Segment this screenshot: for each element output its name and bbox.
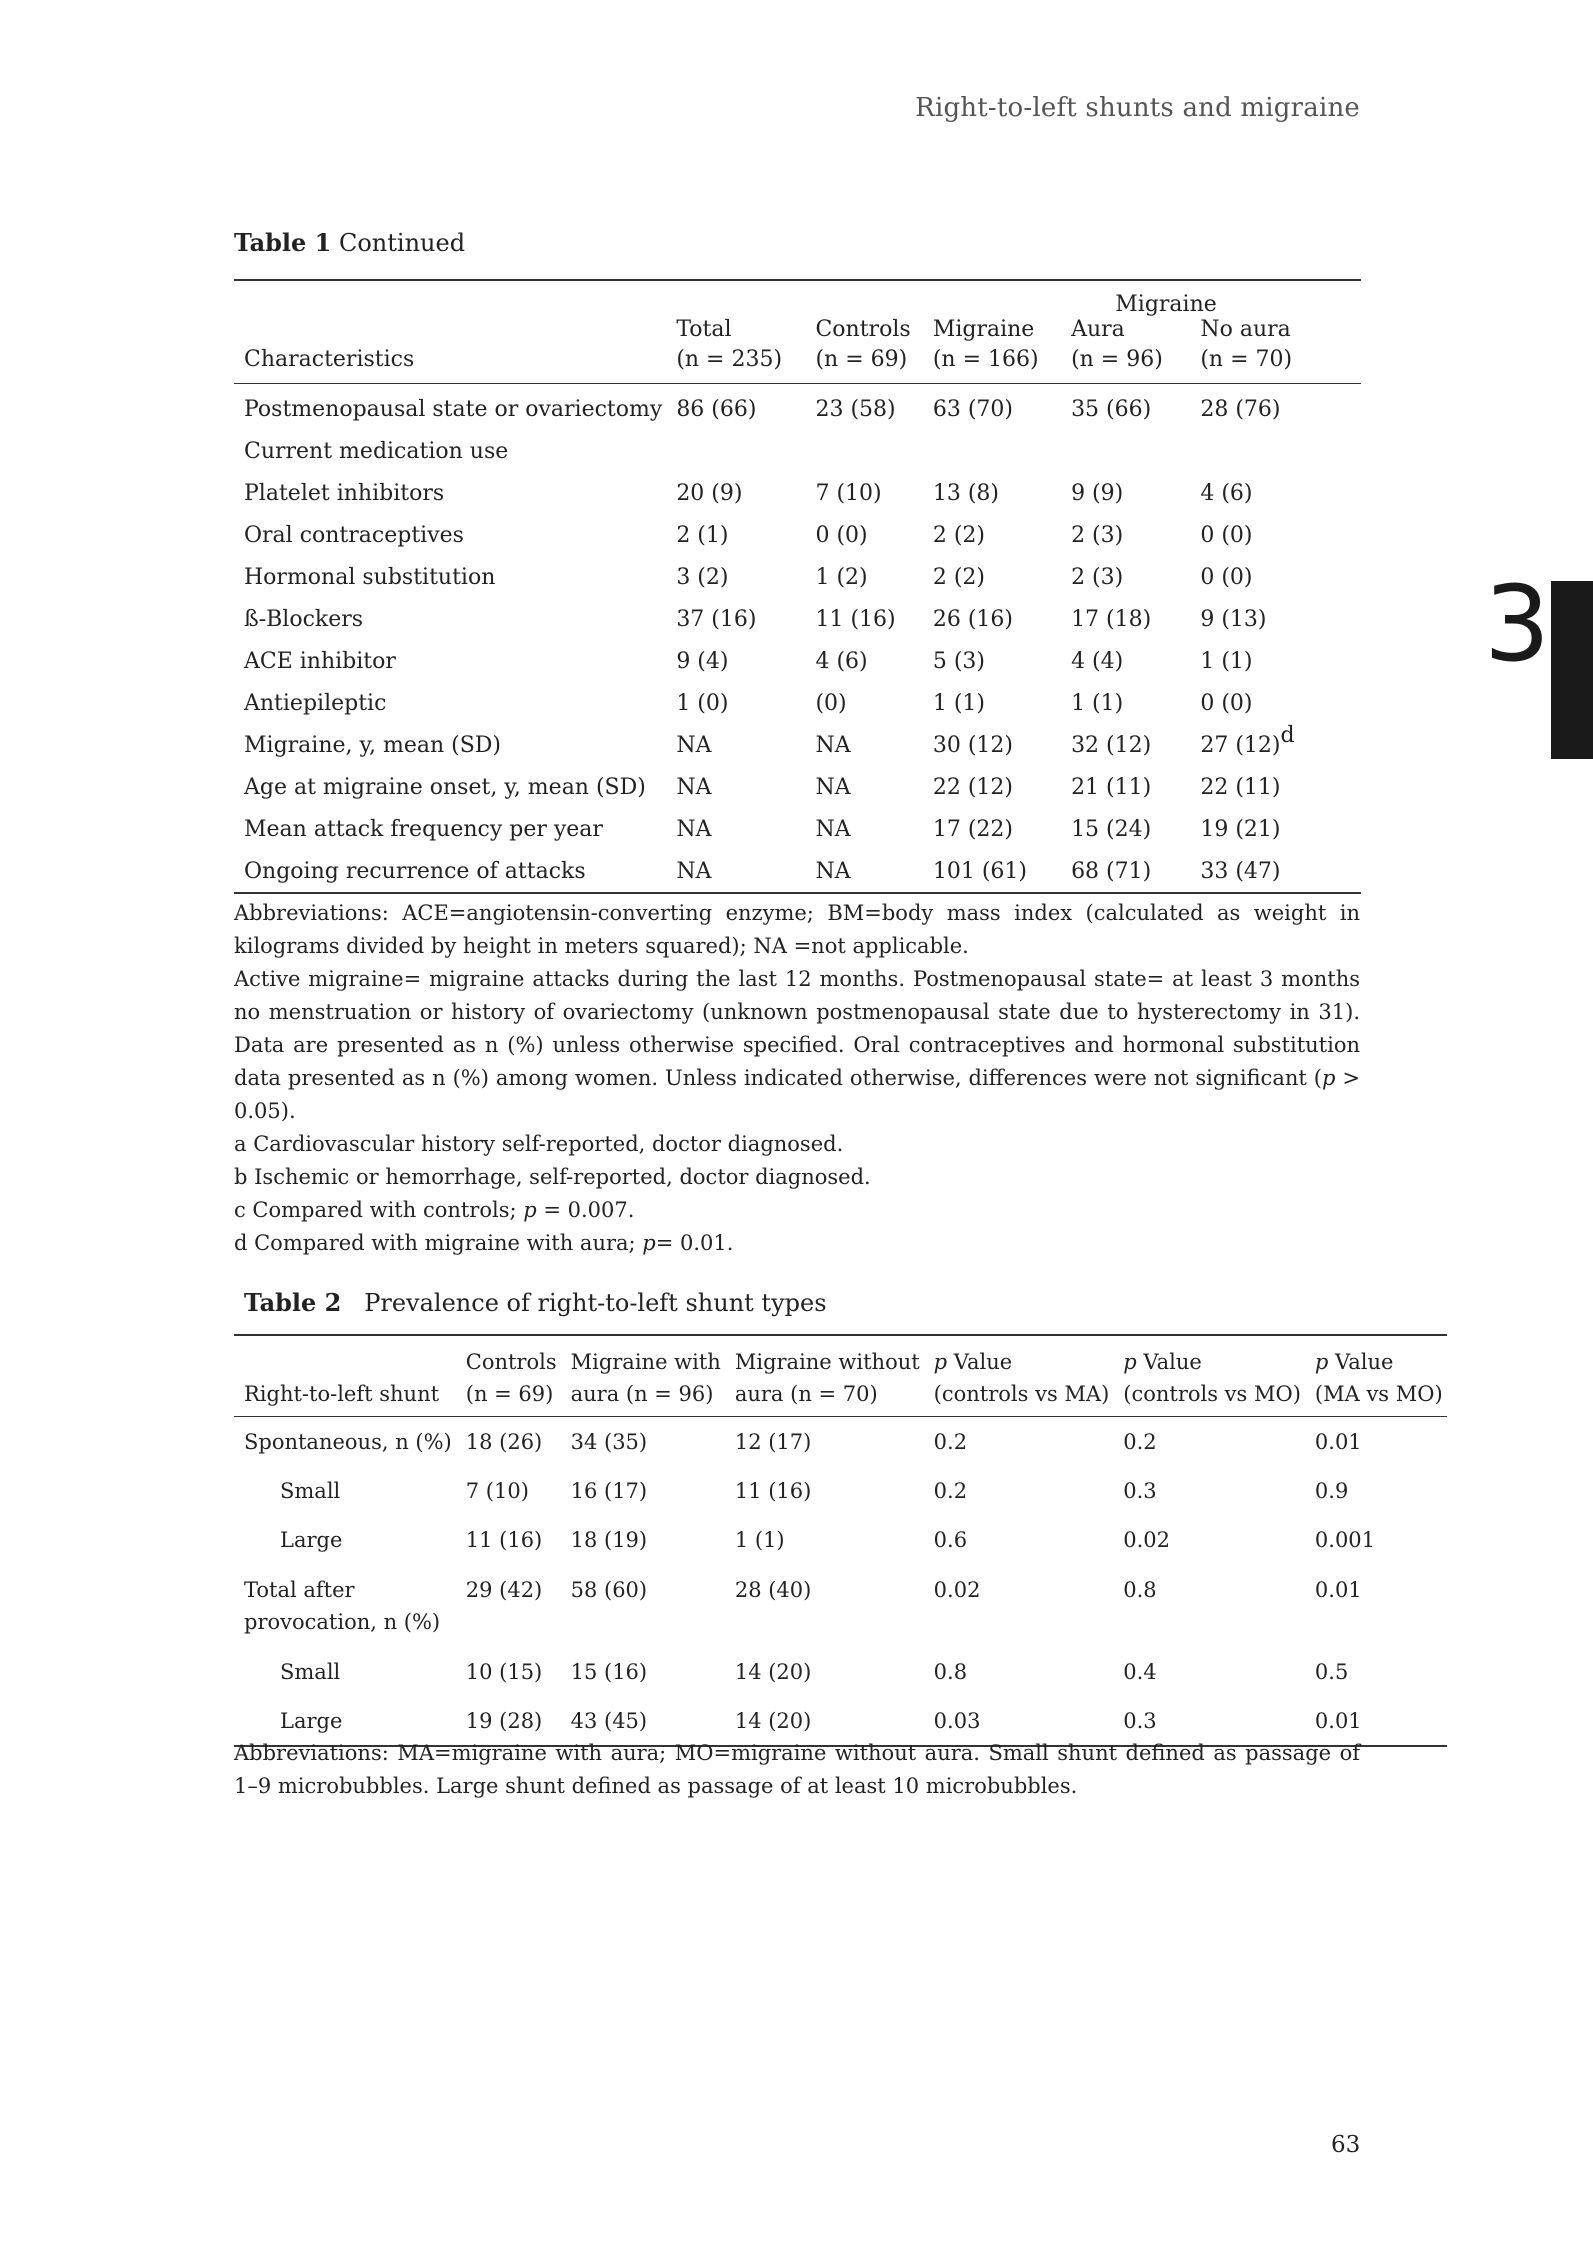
table1-row-label: ß-Blockers <box>244 606 364 632</box>
table1-cell: 2 (3) <box>1071 522 1124 548</box>
table2-cell: 14 (20) <box>734 1659 812 1684</box>
table2-cell: 11 (16) <box>734 1478 812 1503</box>
table1-cell: 2 (3) <box>1071 564 1124 590</box>
table2-cell: 0.01 <box>1314 1708 1362 1733</box>
table1-cell <box>1190 430 1361 472</box>
table1-cell: NA <box>676 816 712 842</box>
table1-cell <box>805 430 922 472</box>
table2-row-label: Large <box>280 1708 343 1733</box>
table2-cell: 0.2 <box>1123 1429 1157 1454</box>
table1-note-b: b Ischemic or hemorrhage, self-reported, doctor diagnosed. <box>234 1165 871 1189</box>
table2-cell: 14 (20) <box>734 1708 812 1733</box>
table1-col-header: Characteristics <box>234 347 666 384</box>
table1-row <box>234 556 1361 598</box>
table2-cell: 0.02 <box>1123 1527 1171 1552</box>
table1-row <box>234 430 1361 472</box>
table1-note-d: d Compared with migraine with aura; p= 0.01. <box>234 1231 734 1255</box>
table1-cell: 1 (1) <box>1200 648 1253 674</box>
table1-cell: NA <box>815 732 851 758</box>
table2-label: Table 2 <box>244 1288 342 1317</box>
table2-row-label: Spontaneous, n (%) <box>244 1429 452 1454</box>
table2-cell: 58 (60) <box>570 1578 648 1602</box>
table1-cell: 0 (0) <box>1200 690 1253 716</box>
table2 <box>234 1334 1447 1747</box>
table1-cell: 22 (11) <box>1200 774 1281 800</box>
table2-row <box>234 1417 1447 1467</box>
table1-row <box>234 808 1361 850</box>
table1-note-a: a Cardiovascular history self-reported, doctor diagnosed. <box>234 1132 844 1156</box>
running-head: Right-to-left shunts and migraine <box>915 93 1360 123</box>
table1-cell: 0 (0) <box>1200 564 1253 590</box>
table1-col-header: (n = 96) <box>1061 347 1190 384</box>
table2-cell: 0.4 <box>1123 1659 1157 1684</box>
table2-cell: 0.8 <box>933 1659 968 1684</box>
table2-row <box>234 1564 1447 1647</box>
table2-row <box>234 1647 1447 1696</box>
table1-cell: 20 (9) <box>676 480 743 506</box>
table1-cell: 63 (70) <box>932 396 1013 422</box>
table1-col-header: (n = 70) <box>1190 347 1361 384</box>
table1-cell: NA <box>676 858 712 884</box>
table1-cell: 21 (11) <box>1071 774 1152 800</box>
table2-caption-text: Prevalence of right-to-left shunt types <box>364 1289 827 1317</box>
table2-cell: 7 (10) <box>465 1478 529 1503</box>
table2-cell: 0.01 <box>1314 1578 1362 1602</box>
table1-cell: 7 (10) <box>815 480 882 506</box>
table1-cell: 9 (4) <box>676 648 729 674</box>
table1-cell <box>666 430 805 472</box>
table2-col-header: p Value (controls vs MO) <box>1113 1335 1305 1417</box>
table1-cell: 11 (16) <box>815 606 896 632</box>
table2-cell: 0.01 <box>1314 1429 1362 1454</box>
table1-row-label: Mean attack frequency per year <box>244 816 603 842</box>
table1-cell <box>923 430 1061 472</box>
table1-cell: 19 (21) <box>1200 816 1281 842</box>
table2-col-header: p Value (MA vs MO) <box>1305 1335 1447 1417</box>
table2-cell: 10 (15) <box>465 1659 543 1684</box>
table2-cell: 0.5 <box>1314 1659 1349 1684</box>
table2-col-header: Migraine without aura (n = 70) <box>725 1335 924 1417</box>
table2-cell: 29 (42) <box>465 1578 543 1602</box>
table2-cell: 28 (40) <box>734 1578 812 1602</box>
table1-col-header: No aura <box>1200 317 1291 342</box>
table2-cell: 0.03 <box>933 1708 981 1733</box>
table1-col-header: (n = 69) <box>805 347 922 384</box>
table2-cell: 0.2 <box>933 1478 968 1503</box>
table2-col-header: Controls (n = 69) <box>456 1335 561 1417</box>
table1-cell: 5 (3) <box>932 648 985 674</box>
table1-cell: 1 (0) <box>676 690 729 716</box>
table1 <box>234 279 1361 894</box>
table1-cell: 0 (0) <box>1200 522 1253 548</box>
table2-cell: 34 (35) <box>570 1429 648 1454</box>
table1-cell: 30 (12) <box>932 732 1013 758</box>
table1-cell: 101 (61) <box>932 858 1027 884</box>
table1-cell: 32 (12) <box>1071 732 1152 758</box>
footnote-marker: d <box>1280 722 1295 748</box>
table1-caption-text: Continued <box>338 229 466 257</box>
table2-caption <box>244 1288 827 1317</box>
table2-cell: 15 (16) <box>570 1659 648 1684</box>
table1-cell: (0) <box>815 690 847 716</box>
table2-cell: 43 (45) <box>570 1708 648 1733</box>
table1-notes <box>234 897 1360 1260</box>
table1-cell: NA <box>815 774 851 800</box>
page-number: 63 <box>1331 2132 1361 2158</box>
table1-row <box>234 598 1361 640</box>
table1-row-label: Ongoing recurrence of attacks <box>244 858 586 884</box>
table2-row-label: Small <box>280 1659 341 1684</box>
table1-note-c: c Compared with controls; p = 0.007. <box>234 1198 635 1222</box>
table2-row <box>234 1515 1447 1564</box>
table1-col-header: (n = 166) <box>923 347 1061 384</box>
table1-col-header: Controls <box>815 317 911 342</box>
table1-note-active: Active migraine= migraine attacks during the last 12 months. Postmenopausal state= at least 3 months no menstruation or history of ovariectomy (unknown postmenopausal state due to hysterectomy in 31). Data are presented as n (%) unless otherwise specified. Oral contraceptives and hormonal substitution data presented as n (%) among women. Unless indicated otherwise, differences were not significant (p > 0.05). <box>234 967 1360 1123</box>
table2-cell: 19 (28) <box>465 1708 543 1733</box>
table1-cell: 9 (9) <box>1071 480 1124 506</box>
table2-row <box>234 1466 1447 1515</box>
table2-col-header: Migraine with aura (n = 96) <box>561 1335 725 1417</box>
table1-cell: 1 (2) <box>815 564 868 590</box>
table1-row-label: Antiepileptic <box>244 690 387 716</box>
table1-row-label: Oral contraceptives <box>244 522 464 548</box>
table1-row <box>234 384 1361 431</box>
table1-cell: 4 (6) <box>815 648 868 674</box>
table2-cell: 0.3 <box>1123 1708 1157 1733</box>
table2-cell: 18 (26) <box>465 1429 543 1454</box>
table1-cell: 17 (18) <box>1071 606 1152 632</box>
chapter-tab <box>1551 581 1593 759</box>
table1-group-header: Migraine <box>1115 292 1217 317</box>
table2-cell: 0.2 <box>933 1429 968 1454</box>
table1-cell: 2 (2) <box>932 564 985 590</box>
table1-cell: 37 (16) <box>676 606 757 632</box>
table1-cell: 3 (2) <box>676 564 729 590</box>
table2-cell: 0.6 <box>933 1527 968 1552</box>
table1-row <box>234 682 1361 724</box>
table2-row-label: Total after provocation, n (%) <box>244 1578 441 1634</box>
table1-cell: 33 (47) <box>1200 858 1281 884</box>
table1-cell: 28 (76) <box>1200 396 1281 422</box>
table1-cell: 26 (16) <box>932 606 1013 632</box>
table1-row-label: Migraine, y, mean (SD) <box>244 732 502 758</box>
table2-cell: 11 (16) <box>465 1527 543 1552</box>
table1-row <box>234 724 1361 766</box>
table1-row <box>234 514 1361 556</box>
chapter-number: 3 <box>1484 563 1551 685</box>
table1-note-abbrev: Abbreviations: ACE=angiotensin-converting enzyme; BM=body mass index (calculated as weight in kilograms divided by height in meters squared); NA =not applicable. <box>234 901 1360 958</box>
table1-cell: NA <box>676 732 712 758</box>
table2-cell: 0.8 <box>1123 1578 1157 1602</box>
table1-col-header: Migraine <box>932 317 1035 342</box>
table1-cell: 2 (2) <box>932 522 985 548</box>
table1-cell: 35 (66) <box>1071 396 1152 422</box>
table1-cell: NA <box>815 816 851 842</box>
table1-cell: 0 (0) <box>815 522 868 548</box>
table1-cell: 68 (71) <box>1071 858 1152 884</box>
table1-cell: 22 (12) <box>932 774 1013 800</box>
table2-notes <box>234 1737 1360 1803</box>
table1-row <box>234 766 1361 808</box>
table1-cell: 23 (58) <box>815 396 896 422</box>
table2-col-header: Right-to-left shunt <box>234 1335 456 1417</box>
table1-cell: 13 (8) <box>932 480 999 506</box>
table2-cell: 0.9 <box>1314 1478 1349 1503</box>
table1-row-label: Platelet inhibitors <box>244 480 445 506</box>
table1-cell: 86 (66) <box>676 396 757 422</box>
table1-col-header <box>234 317 666 347</box>
table1-cell: NA <box>815 858 851 884</box>
table2-cell: 0.001 <box>1314 1527 1376 1552</box>
table1-cell: 27 $(12)^d$ <box>1200 722 1295 758</box>
table1-caption <box>234 228 465 257</box>
table1-row <box>234 850 1361 893</box>
table1-cell: 1 (1) <box>932 690 985 716</box>
table1-cell: 9 (13) <box>1200 606 1267 632</box>
table1-cell: 4 (4) <box>1071 648 1124 674</box>
table1-row-label: Postmenopausal state or ovariectomy <box>244 396 663 422</box>
table2-cell: 1 (1) <box>734 1527 785 1552</box>
table2-col-header: p Value (controls vs MA) <box>924 1335 1114 1417</box>
table1-row <box>234 472 1361 514</box>
table1-cell: 2 (1) <box>676 522 729 548</box>
table1-row-label: Current medication use <box>244 438 509 464</box>
table2-cell: 18 (19) <box>570 1527 648 1552</box>
table2-note: Abbreviations: MA=migraine with aura; MO=migraine without aura. Small shunt defined as passage of 1–9 microbubbles. Large shunt defined as passage of at least 10 microbubbles. <box>234 1741 1360 1798</box>
table2-row-label: Small <box>280 1478 341 1503</box>
table1-cell <box>1061 430 1190 472</box>
table1-col-header: Total <box>676 317 732 342</box>
table1-row-label: Hormonal substitution <box>244 564 496 590</box>
table1-col-header: Aura <box>1071 317 1125 342</box>
table2-cell: 12 (17) <box>734 1429 812 1454</box>
table1-col-header: (n = 235) <box>666 347 805 384</box>
table1-row-label: Age at migraine onset, y, mean (SD) <box>244 774 646 800</box>
table2-cell: 0.02 <box>933 1578 981 1602</box>
table1-label: Table 1 <box>234 228 332 257</box>
table1-cell: 1 (1) <box>1071 690 1124 716</box>
table1-cell: NA <box>676 774 712 800</box>
table1-row-label: ACE inhibitor <box>244 648 396 674</box>
table2-row-label: Large <box>280 1527 343 1552</box>
table1-row <box>234 640 1361 682</box>
table1-cell: 15 (24) <box>1071 816 1152 842</box>
table1-cell: 4 (6) <box>1200 480 1253 506</box>
table2-cell: 16 (17) <box>570 1478 648 1503</box>
table1-cell: 17 (22) <box>932 816 1013 842</box>
table2-cell: 0.3 <box>1123 1478 1157 1503</box>
